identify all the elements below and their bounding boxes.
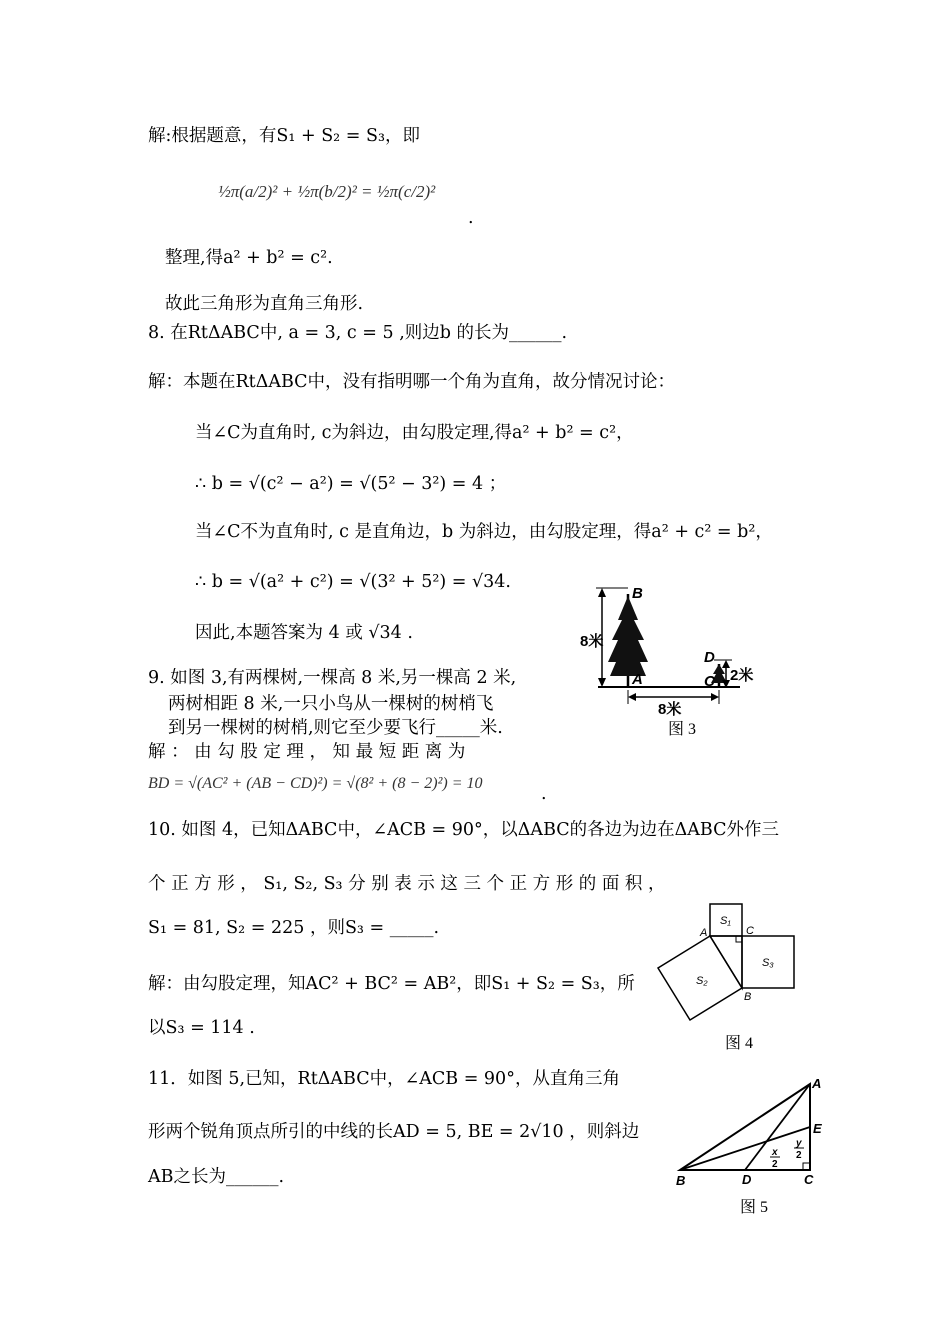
median-BE	[680, 1127, 810, 1170]
problem-11-line-2: 形两个锐角顶点所引的中线的长AD = 5, BE = 2√10 ，则斜边	[148, 1122, 640, 1142]
problem-9-line-1: 9. 如图 3,有两棵树,一棵高 8 米,另一棵高 2 米,	[148, 668, 517, 688]
solution-8-answer: 因此,本题答案为 4 或 √34 .	[195, 623, 413, 643]
solution-line-1: 解:根据题意，有S₁ + S₂ = S₃，即	[148, 126, 420, 146]
problem-9-line-2: 两树相距 8 米,一只小鸟从一棵树的树梢飞	[168, 694, 494, 714]
figure-3-two-trees	[580, 580, 810, 720]
problem-9-line-3: 到另一棵树的树梢,则它至少要飞行_____米.	[168, 718, 503, 738]
fig4-label-S2: S₂	[696, 975, 708, 987]
figure-3-caption: 图 3	[668, 721, 697, 738]
equation-period: .	[468, 208, 474, 228]
fig3-height-1: 8米	[580, 633, 604, 650]
solution-8-result2: ∴ b = √(a² + c²) = √(3² + 5²) = √34.	[195, 572, 511, 592]
problem-11-line-3: AB之长为______.	[148, 1167, 285, 1187]
solution-9-line-1: 解 ： 由 勾 股 定 理 ， 知 最 短 距 离 为	[148, 742, 466, 762]
solution-line-3: 整理,得a² + b² = c².	[165, 248, 333, 268]
fig5-label-y: y	[796, 1138, 802, 1149]
solution-9-period: .	[541, 784, 547, 804]
solution-8-case1: 当∠C为直角时, c为斜边，由勾股定理,得a² + b² = c²，	[195, 423, 634, 443]
fig3-label-B: B	[632, 585, 643, 602]
solution-8-intro: 解：本题在RtΔABC中，没有指明哪一个角为直角，故分情况讨论：	[148, 372, 676, 392]
figure-5-triangle-medians	[670, 1070, 830, 1192]
solution-8-result1: ∴ b = √(c² − a²) = √(5² − 3²) = 4 ；	[195, 474, 507, 494]
figure-5-caption: 图 5	[740, 1199, 769, 1216]
fig3-label-D: D	[704, 649, 715, 666]
fig5-label-E: E	[813, 1121, 822, 1136]
solution-9-equation: BD = √(AC² + (AB − CD)²) = √(8² + (8 − 2)²) = 10	[148, 775, 483, 792]
fig3-width: 8米	[658, 701, 682, 718]
problem-10-line-3: S₁ = 81, S₂ = 225 ，则S₃ = _____.	[148, 918, 440, 938]
problem-10-line-1: 10. 如图 4，已知ΔABC中，∠ACB = 90°，以ΔABC的各边为边在ΔABC外作三	[148, 820, 779, 840]
fig4-label-B: B	[744, 991, 752, 1003]
solution-line-4: 故此三角形为直角三角形.	[165, 294, 364, 314]
fig3-height-2: 2米	[730, 667, 754, 684]
problem-10-line-2: 个 正 方 形 ， S₁, S₂, S₃ 分 别 表 示 这 三 个 正 方 形 的 面 积 ，	[148, 874, 666, 894]
figure-4-caption: 图 4	[725, 1035, 754, 1052]
solution-10-line-2: 以S₃ = 114 .	[148, 1018, 255, 1038]
solution-8-case2: 当∠C不为直角时, c 是直角边，b 为斜边，由勾股定理，得a² + c² = b²，	[195, 522, 773, 542]
fig4-label-C: C	[746, 925, 754, 937]
fig5-label-C: C	[804, 1172, 814, 1187]
fig4-label-A: A	[700, 927, 708, 939]
solution-10-line-1: 解：由勾股定理，知AC² + BC² = AB²，即S₁ + S₂ = S₃，所	[148, 974, 635, 994]
problem-8: 8. 在RtΔABC中, a = 3, c = 5 ,则边b 的长为______.	[148, 323, 568, 343]
fig5-label-B: B	[676, 1173, 686, 1188]
fig5-label-two-1: 2	[772, 1159, 778, 1170]
fig4-label-S1: S₁	[720, 915, 731, 927]
fig3-label-A: A	[632, 671, 643, 688]
figure-4-three-squares	[630, 900, 810, 1030]
problem-11-line-1: 11．如图 5,已知，RtΔABC中，∠ACB = 90°，从直角三角	[148, 1069, 620, 1089]
fig5-label-x: x	[772, 1147, 778, 1158]
tree-1-icon	[608, 596, 648, 676]
fig5-label-D: D	[742, 1172, 752, 1187]
fig4-label-S3: S₃	[762, 957, 774, 969]
equation-semicircles: ½π(a/2)² + ½π(b/2)² = ½π(c/2)²	[218, 182, 436, 201]
fig5-label-two-2: 2	[796, 1150, 802, 1161]
fig5-label-A: A	[812, 1076, 822, 1091]
fig3-label-C: C	[704, 673, 715, 690]
